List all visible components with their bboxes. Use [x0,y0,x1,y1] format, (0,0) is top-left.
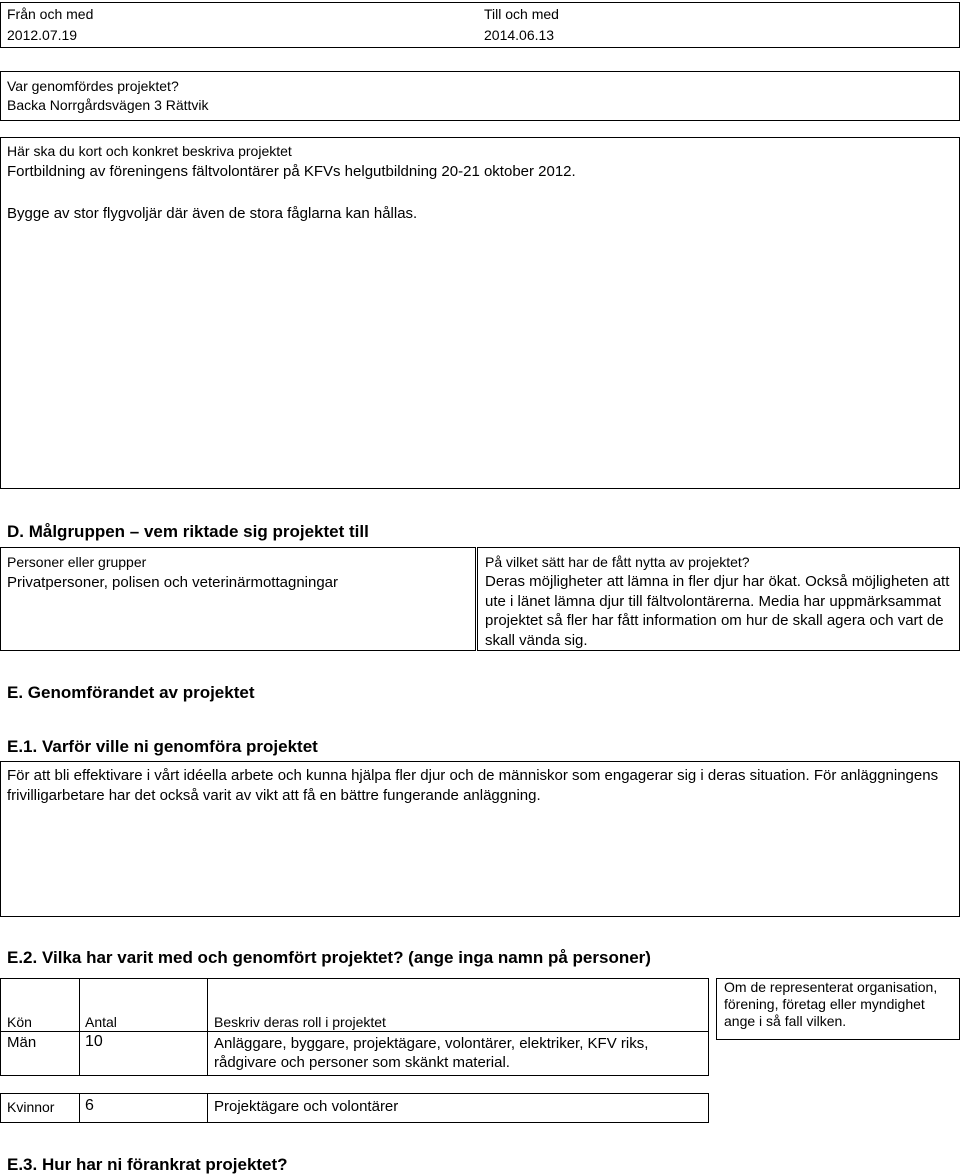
row-women-roll: Projektägare och volontärer [214,1098,399,1115]
col-header-roll: Beskriv deras roll i projektet [214,1014,386,1030]
row-men-roll: Anläggare, byggare, projektägare, volontärer, elektriker, KFV riks, rådgivare och personer som skänkt material. [214,1035,649,1071]
from-value: 2012.07.19 [7,27,78,43]
section-d-heading: D. Målgruppen – vem riktade sig projektet till [7,522,369,541]
to-label: Till och med [484,6,559,22]
col-header-antal: Antal [85,1014,117,1030]
organisation-label: Om de representerat organisation, förening, företag eller myndighet ange i så fall vilken. [724,979,938,1029]
table-col-divider-3 [79,1093,80,1123]
description-label: Här ska du kort och konkret beskriva projektet [7,143,292,159]
location-label: Var genomfördes projektet? [7,78,179,94]
col-header-kon: Kön [7,1014,32,1030]
section-e-heading: E. Genomförandet av projektet [7,683,255,702]
table-row-divider [0,1031,709,1032]
target-group-value: Privatpersoner, polisen och veterinärmottagningar [7,574,339,591]
from-label: Från och med [7,6,94,22]
location-value: Backa Norrgårdsvägen 3 Rättvik [7,97,209,113]
row-men-antal: 10 [85,1033,103,1050]
e3-heading: E.3. Hur har ni förankrat projektet? [7,1155,288,1174]
description-box [0,137,960,489]
benefit-label: På vilket sätt har de fått nytta av projektet? [485,554,750,570]
table-col-divider-2 [207,978,208,1076]
table-col-divider-4 [207,1093,208,1123]
to-value: 2014.06.13 [484,27,555,43]
e1-text: För att bli effektivare i vårt idéella arbete och kunna hjälpa fler djur och de människor som engagerar sig i deras situation. För anläggningens frivilligarbetare har det också varit av vikt att få en bättre fungerande anläggning. [7,767,939,804]
e2-heading: E.2. Vilka har varit med och genomfört projektet? (ange inga namn på personer) [7,948,651,967]
row-women-kon: Kvinnor [7,1099,55,1115]
description-line-2: Bygge av stor flygvoljär där även de stora fåglarna kan hållas. [7,205,418,222]
benefit-value: Deras möjligheter att lämna in fler djur har ökat. Också möjligheten att ute i länet lämna djur till fältvolontärerna. Media har uppmärksammat projektet så fler har fått information om hur de skall agera och vart de skall vända sig. [485,573,950,649]
target-group-label: Personer eller grupper [7,554,147,570]
e1-heading: E.1. Varför ville ni genomföra projektet [7,737,318,756]
period-box [0,2,960,48]
description-line-1: Fortbildning av föreningens fältvolontärer på KFVs helgutbildning 20-21 oktober 2012. [7,163,576,180]
row-women-antal: 6 [85,1097,94,1114]
table-col-divider-1 [79,978,80,1076]
row-men-kon: Män [7,1034,37,1051]
